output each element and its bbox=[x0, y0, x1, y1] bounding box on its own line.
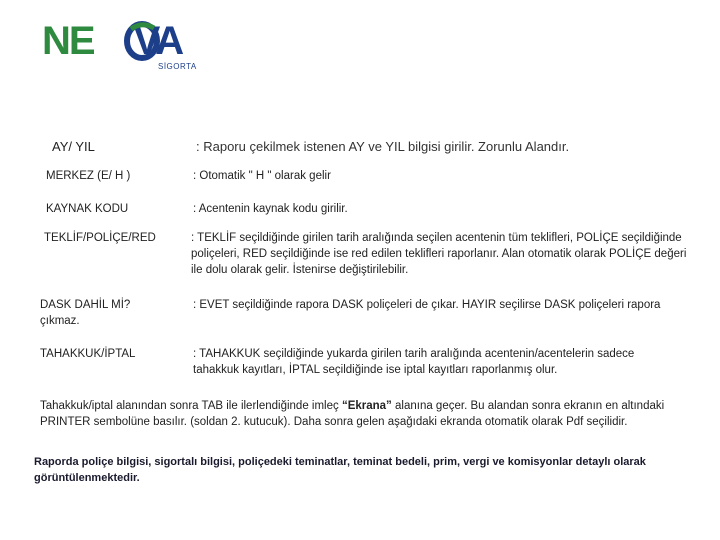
label-merkez: MERKEZ (E/ H ) bbox=[46, 170, 131, 182]
logo-text-va: VA bbox=[133, 19, 183, 63]
text-kaynak-kodu: : Acentenin kaynak kodu girilir. bbox=[193, 203, 348, 215]
report-details-paragraph: Raporda poliçe bilgisi, sigortalı bilgisi, poliçedeki teminatlar, teminat bedeli, prim, vergi ve komisyonlar detaylı olarak görüntülenmektedir. bbox=[34, 456, 646, 484]
label-teklif-police-red: TEKLİF/POLİÇE/RED bbox=[44, 232, 156, 244]
label-tahakkuk-iptal: TAHAKKUK/İPTAL bbox=[40, 348, 136, 360]
logo-o-ring-icon bbox=[121, 19, 163, 61]
label-kaynak-kodu: KAYNAK KODU bbox=[46, 203, 129, 215]
logo-text-ne: NE bbox=[42, 19, 94, 63]
text-dask-dahil: : EVET seçildiğinde rapora DASK poliçeleri de çıkar. HAYIR seçilirse DASK poliçeleri rapora bbox=[193, 299, 661, 311]
neova-logo bbox=[42, 18, 212, 78]
info-paragraph-part2: alanına geçer. Bu alandan sonra ekranın en altındaki PRINTER sembolüne basılır. (soldan 2. kutucuk). Daha sonra gelen aşağıdaki ekranda otomatik olarak Pdf seçilidir. bbox=[40, 400, 665, 428]
label-ay-yil: AY/ YIL bbox=[52, 139, 95, 154]
text-teklif-police-red: : TEKLİF seçildiğinde girilen tarih aralığında seçilen acentenin tüm teklifleri, POLİÇE seçildiğinde poliçeleri, RED seçildiğinde ise red edilen teklifleri raporlanır. Alan otomatik olarak POLİÇE değeri ile dolu olarak gelir. İstenirse değiştirilebilir. bbox=[191, 232, 687, 276]
info-paragraph-bold: “Ekrana” bbox=[341, 400, 392, 412]
text-tahakkuk-iptal: : TAHAKKUK seçildiğinde yukarda girilen tarih aralığında acentenin/acentelerin sadece tahakkuk kayıtları, İPTAL seçildiğinde ise iptal kayıtları raporlanmış olur. bbox=[193, 348, 635, 376]
logo-subtitle: SİGORTA bbox=[158, 62, 197, 71]
info-paragraph bbox=[40, 398, 690, 430]
text-ay-yil: : Raporu çekilmek istenen AY ve YIL bilgisi girilir. Zorunlu Alandır. bbox=[196, 139, 570, 154]
text-merkez: : Otomatik " H " olarak gelir bbox=[193, 170, 331, 182]
label-dask-dahil: DASK DAHİL Mİ? bbox=[40, 299, 131, 311]
label-dask-dahil-cont: çıkmaz. bbox=[40, 315, 80, 327]
info-paragraph-part1: Tahakkuk/iptal alanından sonra TAB ile ilerlendiğinde imleç bbox=[40, 400, 342, 412]
